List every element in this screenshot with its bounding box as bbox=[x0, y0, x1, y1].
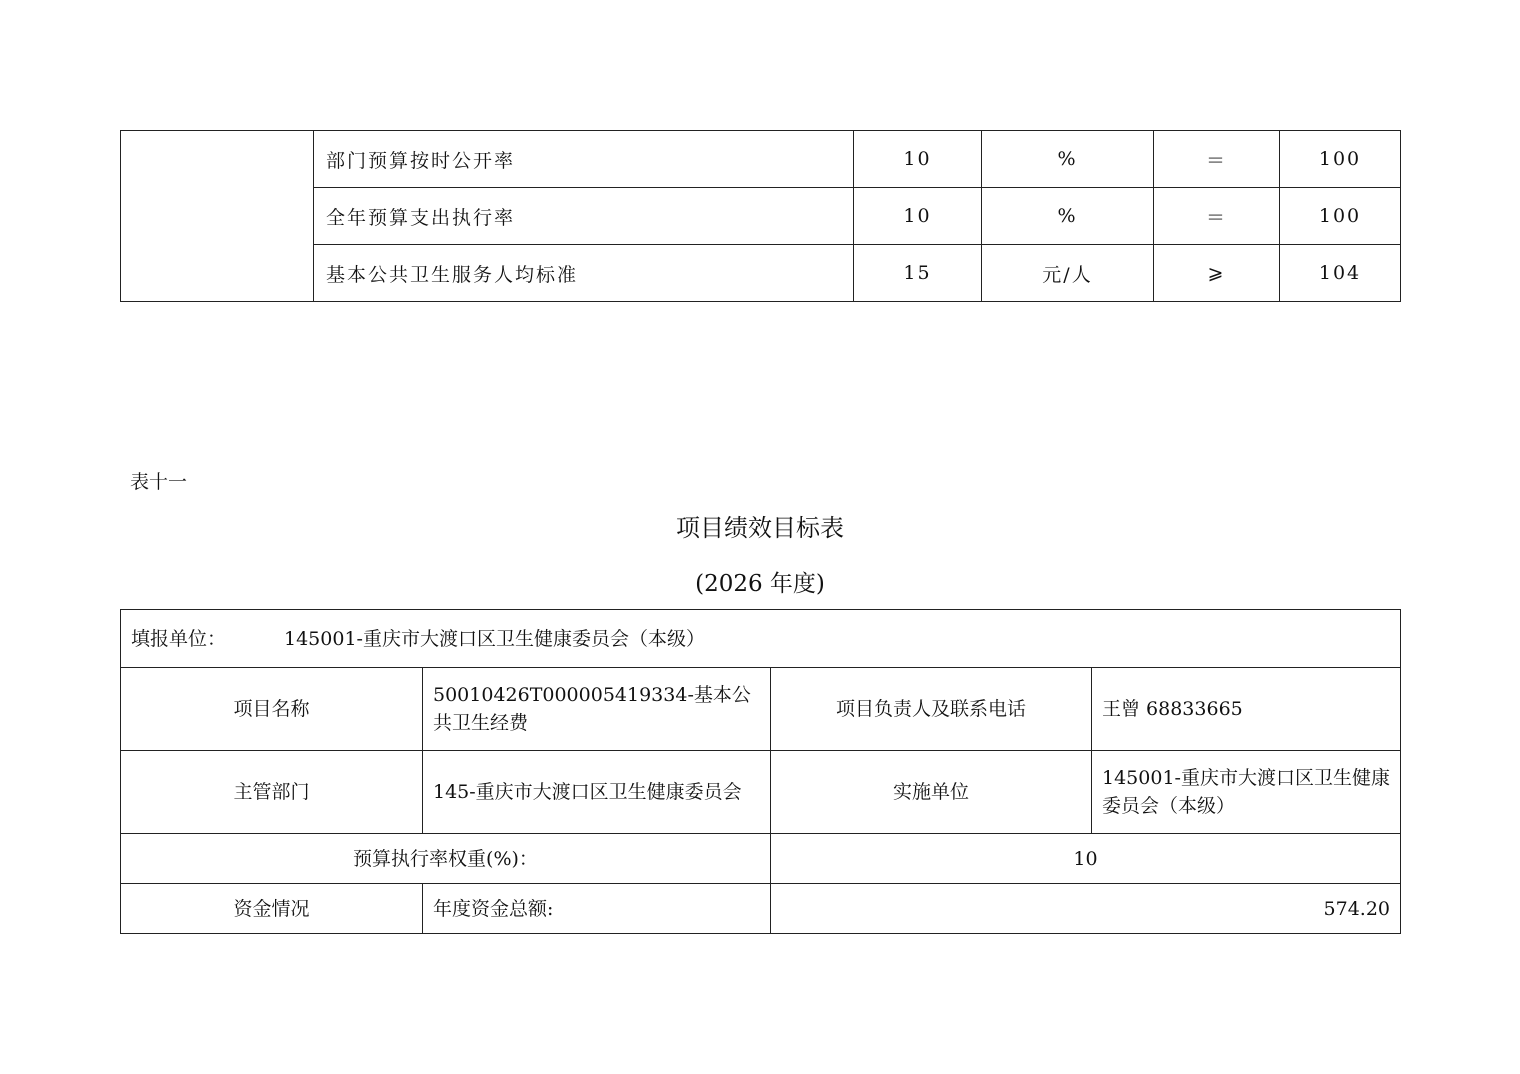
budget-weight-label: 预算执行率权重(%)： bbox=[121, 834, 771, 884]
year-subtitle: (2026 年度) bbox=[695, 571, 825, 597]
total-value: 574.20 bbox=[771, 884, 1401, 934]
project-table bbox=[120, 609, 1401, 934]
table-row bbox=[121, 834, 1401, 884]
unit-label: 填报单位： bbox=[131, 627, 227, 650]
project-name-value: 50010426T000005419334-基本公共卫生经费 bbox=[423, 668, 771, 751]
table-number: 表十一 bbox=[130, 471, 188, 493]
indicator-name: 全年预算支出执行率 bbox=[314, 188, 854, 245]
indicator-operator: ＝ bbox=[1154, 131, 1280, 188]
project-name-label: 项目名称 bbox=[121, 668, 423, 751]
indicator-target: 100 bbox=[1280, 131, 1401, 188]
table-row bbox=[121, 884, 1401, 934]
total-label: 年度资金总额: bbox=[423, 884, 771, 934]
indicator-unit: 元/人 bbox=[982, 245, 1154, 302]
funds-label: 资金情况 bbox=[121, 884, 423, 934]
indicator-unit: % bbox=[982, 131, 1154, 188]
indicator-weight: 10 bbox=[854, 131, 982, 188]
impl-label: 实施单位 bbox=[771, 751, 1092, 834]
indicator-name: 基本公共卫生服务人均标准 bbox=[314, 245, 854, 302]
indicator-target: 104 bbox=[1280, 245, 1401, 302]
manager-value: 王曾 68833665 bbox=[1092, 668, 1401, 751]
dept-label: 主管部门 bbox=[121, 751, 423, 834]
table-row bbox=[121, 751, 1401, 834]
indicator-unit: % bbox=[982, 188, 1154, 245]
page-title: 项目绩效目标表 bbox=[676, 514, 844, 542]
budget-weight-value: 10 bbox=[771, 834, 1401, 884]
unit-row bbox=[121, 610, 1401, 668]
category-cell bbox=[121, 131, 314, 302]
indicator-name: 部门预算按时公开率 bbox=[314, 131, 854, 188]
dept-value: 145-重庆市大渡口区卫生健康委员会 bbox=[423, 751, 771, 834]
table-row bbox=[121, 668, 1401, 751]
indicator-weight: 10 bbox=[854, 188, 982, 245]
indicator-weight: 15 bbox=[854, 245, 982, 302]
indicator-target: 100 bbox=[1280, 188, 1401, 245]
table-row bbox=[121, 131, 1401, 188]
unit-value: 145001-重庆市大渡口区卫生健康委员会（本级） bbox=[284, 627, 705, 650]
indicator-operator: ⩾ bbox=[1154, 245, 1280, 302]
impl-value: 145001-重庆市大渡口区卫生健康委员会（本级） bbox=[1092, 751, 1401, 834]
table-row bbox=[121, 610, 1401, 668]
manager-label: 项目负责人及联系电话 bbox=[771, 668, 1092, 751]
indicator-operator: ＝ bbox=[1154, 188, 1280, 245]
indicator-table bbox=[120, 130, 1401, 302]
